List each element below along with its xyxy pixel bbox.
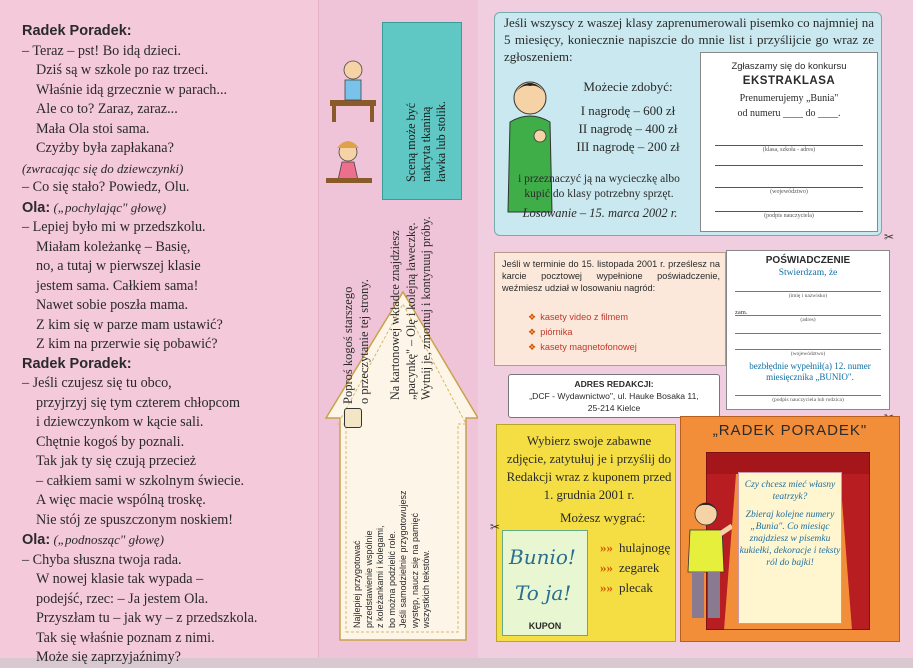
stage-tip-line: ławka lub stolik. [434, 101, 448, 182]
lottery-prize-item: ❖ kasety video z filmem [528, 312, 629, 322]
certificate-subtitle: Stwierdzam, że [778, 268, 838, 278]
ask-older-text [340, 279, 372, 404]
ask-older-line: Poproś kogoś starszego [341, 286, 355, 404]
certificate-note: bezbłędnie wypełnił(a) 12. numer miesięcznika „BUNIO". [749, 361, 871, 382]
instruction-line: Wytnij je, zmontuj i kontynuuj próby. [419, 216, 433, 400]
prize-item: I nagrodę – 600 zł [580, 103, 676, 118]
address-caption: (adres) [800, 317, 816, 323]
advice-line: występ, naucz się na pamięć [409, 512, 420, 628]
advice-line: przedstawienie wspólnie [363, 530, 374, 628]
speaker-line [22, 22, 312, 42]
stage-direction: („podnosząc" głowę) [50, 532, 164, 547]
speaker-line [22, 530, 312, 551]
teatrzyk-answer: Zbieraj kolejne numery „Bunia". Co miesiąc znajdziesz w pisemku kukiełki, dekoracje i teksty ról do bajki! [739, 510, 841, 568]
dialogue-line: Tak się właśnie poznam z nimi. [36, 629, 215, 646]
lottery-prizes [528, 310, 637, 355]
photo-prize-item: »» hulajnogę [600, 540, 671, 555]
stage-direction: (zwracając się do dziewczynki) [22, 160, 184, 176]
photo-prizes [600, 538, 670, 598]
speaker-name: Ola: [22, 532, 51, 548]
prize-use-text: i przeznaczyć ją na wycieczkę albo kupić do klasy potrzebny sprzęt. [518, 173, 680, 200]
certificate-title: POŚWIADCZENIE [765, 255, 851, 266]
dialogue-line: – Lepiej było mi w przedszkolu. [22, 219, 206, 235]
arrow-advice-text [352, 490, 433, 628]
dialogue-line: Mała Ola stoi sama. [36, 120, 150, 137]
scissors-icon: ✂ [884, 230, 895, 244]
coupon-label: KUPON [528, 621, 562, 631]
dialogue-line: Z kim na przerwie się pobawić? [36, 336, 218, 352]
cert-address-field-2[interactable] [735, 333, 881, 334]
speaker-name: Ola: [22, 199, 51, 216]
dialogue-line: – Teraz – pst! Bo idą dzieci. [22, 42, 182, 59]
address-line: 25-214 Kielce [587, 403, 641, 413]
dialogue-line: A więc macie wspólną troskę. [36, 492, 206, 508]
instruction-line: „pacynkę" – Olę i kolejną ławeczkę. [403, 222, 418, 400]
voivodeship-caption: (województwo) [770, 189, 808, 195]
dialogue-line: Miałam koleżankę – Basię, [36, 238, 191, 255]
coupon-text-1: Bunio! [509, 545, 576, 569]
dialogue-line: – Jeśli czujesz się tu obco, [22, 375, 172, 391]
advice-line: Jeśli samodzielnie przygotowujesz [398, 490, 408, 628]
name-field[interactable] [735, 291, 881, 292]
signature-caption: (podpis nauczyciela) [764, 213, 814, 219]
speaker-name: Radek Poradek: [22, 23, 132, 39]
dialogue-line: no, a tutaj w pierwszej klasie [36, 258, 201, 274]
teatrzyk-question: Czy chcesz mieć własny teatrzyk? [744, 480, 836, 502]
name-caption: (imię i nazwisko) [788, 293, 828, 299]
cert-voivodeship-field[interactable] [735, 349, 881, 350]
stage-direction: („pochylając" głowę) [50, 199, 167, 215]
radek-title: „RADEK PORADEK" [712, 422, 868, 439]
stage-tip-line: nakryta tkaniną [419, 106, 433, 182]
can-win-label: Możecie zdobyć: [583, 79, 673, 94]
lottery-prize-item: ❖ piórnika [528, 327, 573, 337]
can-win-label: Możesz wygrać: [560, 510, 646, 525]
dialogue-line: jestem sama. Całkiem sama! [36, 277, 199, 294]
dialogue-line: Tak jak ty się czują przecież [36, 453, 197, 469]
coupon[interactable] [502, 530, 588, 636]
address-line: „DCF - Wydawnictwo", ul. Hauke Bosaka 11, [529, 391, 699, 401]
contest-intro: Jeśli wszyscy z waszej klasy zaprenumerowali pisemko co najmniej na 5 miesięcy, koniecznie napiszcie do mnie list i przyślijcie go wraz ze zgłoszeniem: [504, 15, 874, 64]
advice-line: Najlepiej przygotować [352, 540, 362, 628]
address-field[interactable] [715, 165, 863, 166]
class-field[interactable] [715, 145, 863, 146]
cert-address-field[interactable] [735, 315, 881, 316]
prize-item: III nagrodę – 200 zł [576, 139, 680, 154]
prize-item: II nagrodę – 400 zł [578, 121, 678, 136]
cert-signature-caption: (podpis nauczyciela lub rodzica) [772, 397, 844, 403]
photo-prize-item: »» zegarek [600, 560, 660, 575]
dialogue-line: przyjrzyj się tym czterem chłopcom [36, 394, 241, 411]
scissors-icon: ✂ [490, 520, 501, 534]
lottery-prize-item: ❖ kasety magnetofonowej [528, 342, 637, 352]
dialogue-line: Właśnie idą grzecznie w parach... [36, 81, 228, 98]
dialogue-line: Ale co to? Zaraz, zaraz... [36, 101, 178, 117]
cert-signature-field[interactable] [735, 395, 881, 396]
children-figures-icon [320, 30, 384, 190]
subscribe-line: Prenumerujemy „Bunia" [739, 93, 839, 104]
class-field-caption: (klasa, szkoła - adres) [762, 147, 816, 153]
coupon-text-2: To ja! [515, 581, 572, 605]
play-script [22, 22, 312, 668]
advice-line: z koleżankami i kolegami, [375, 525, 385, 628]
dialogue-line: Chętnie kogoś by poznali. [36, 433, 185, 450]
dialogue-line: Nawet sobie poszła mama. [36, 297, 189, 313]
cert-voivodeship-caption: (województwo) [790, 351, 826, 357]
photo-prize-item: »» plecak [600, 580, 653, 595]
ask-older-line: o przeczytanie tej strony. [357, 279, 371, 404]
dialogue-line: i dziewczynkom w kącie sali. [36, 414, 204, 430]
speaker-line [22, 355, 312, 375]
dialogue-line: Nie stój ze spuszczonym noskiem! [36, 511, 234, 528]
pointing-hand-icon [344, 408, 362, 428]
dialogue-line: Czyżby była zapłakana? [36, 140, 174, 156]
speaker-line [22, 198, 312, 219]
issue-range-line: od numeru ____ do ____. [737, 108, 841, 119]
dialogue-line: – Co się stało? Powiedz, Olu. [22, 179, 190, 195]
certificate-form [726, 250, 890, 410]
draw-date: Losowanie – 15. marca 2002 r. [522, 206, 678, 220]
dialogue-line: – całkiem sami w szkolnym świecie. [36, 472, 245, 489]
address-heading: ADRES REDAKCJI: [574, 379, 654, 389]
cardboard-instruction-text [388, 216, 435, 400]
voivodeship-field[interactable] [715, 187, 863, 188]
advice-line: bo można podzielić role. [386, 530, 397, 628]
dialogue-line: W nowej klasie tak wypada – [36, 571, 204, 587]
dialogue-line: podejść, rzec: – Ja jestem Ola. [36, 590, 209, 607]
contest-entry-form [700, 52, 878, 232]
contest-prizes [560, 78, 696, 156]
dialogue-line: Z kim się w parze mam ustawić? [36, 316, 223, 333]
editorial-address [508, 374, 720, 418]
lottery-text: Jeśli w terminie do 15. listopada 2001 r. prześlesz na karcie pocztowej wypełnione poświadczenie, weźmiesz udział w losowaniu nagród: [502, 259, 720, 293]
dialogue-line: Dziś są w szkole po raz trzeci. [36, 62, 209, 78]
stage-tip-line: Sceną może być [404, 102, 418, 182]
dialogue-line: Przyszłam tu – jak wy – z przedszkola. [36, 610, 258, 626]
instruction-line: Na kartonowej wkładce znajdziesz [388, 230, 402, 400]
contest-name: EKSTRAKLASA [742, 75, 836, 87]
advice-line: wszystkich tekstów. [421, 549, 431, 628]
speaker-name: Radek Poradek: [22, 355, 132, 372]
photo-contest-text: Wybierz swoje zabawne zdjęcie, zatytułuj je i przyślij do Redakcji wraz z kuponem przed 1. grudnia 2001 r. [506, 434, 672, 502]
teatrzyk-card [738, 472, 842, 624]
address-prefix: zam. [735, 309, 748, 316]
boy-pointing-icon [682, 498, 732, 622]
dialogue-line: Może się zaprzyjaźnimy? [36, 649, 181, 665]
form-heading: Zgłaszamy się do konkursu [731, 61, 847, 72]
teacher-signature-field[interactable] [715, 211, 863, 212]
dialogue-line: – Chyba słuszna twoja rada. [22, 551, 182, 568]
stage-tip-text [404, 101, 449, 182]
